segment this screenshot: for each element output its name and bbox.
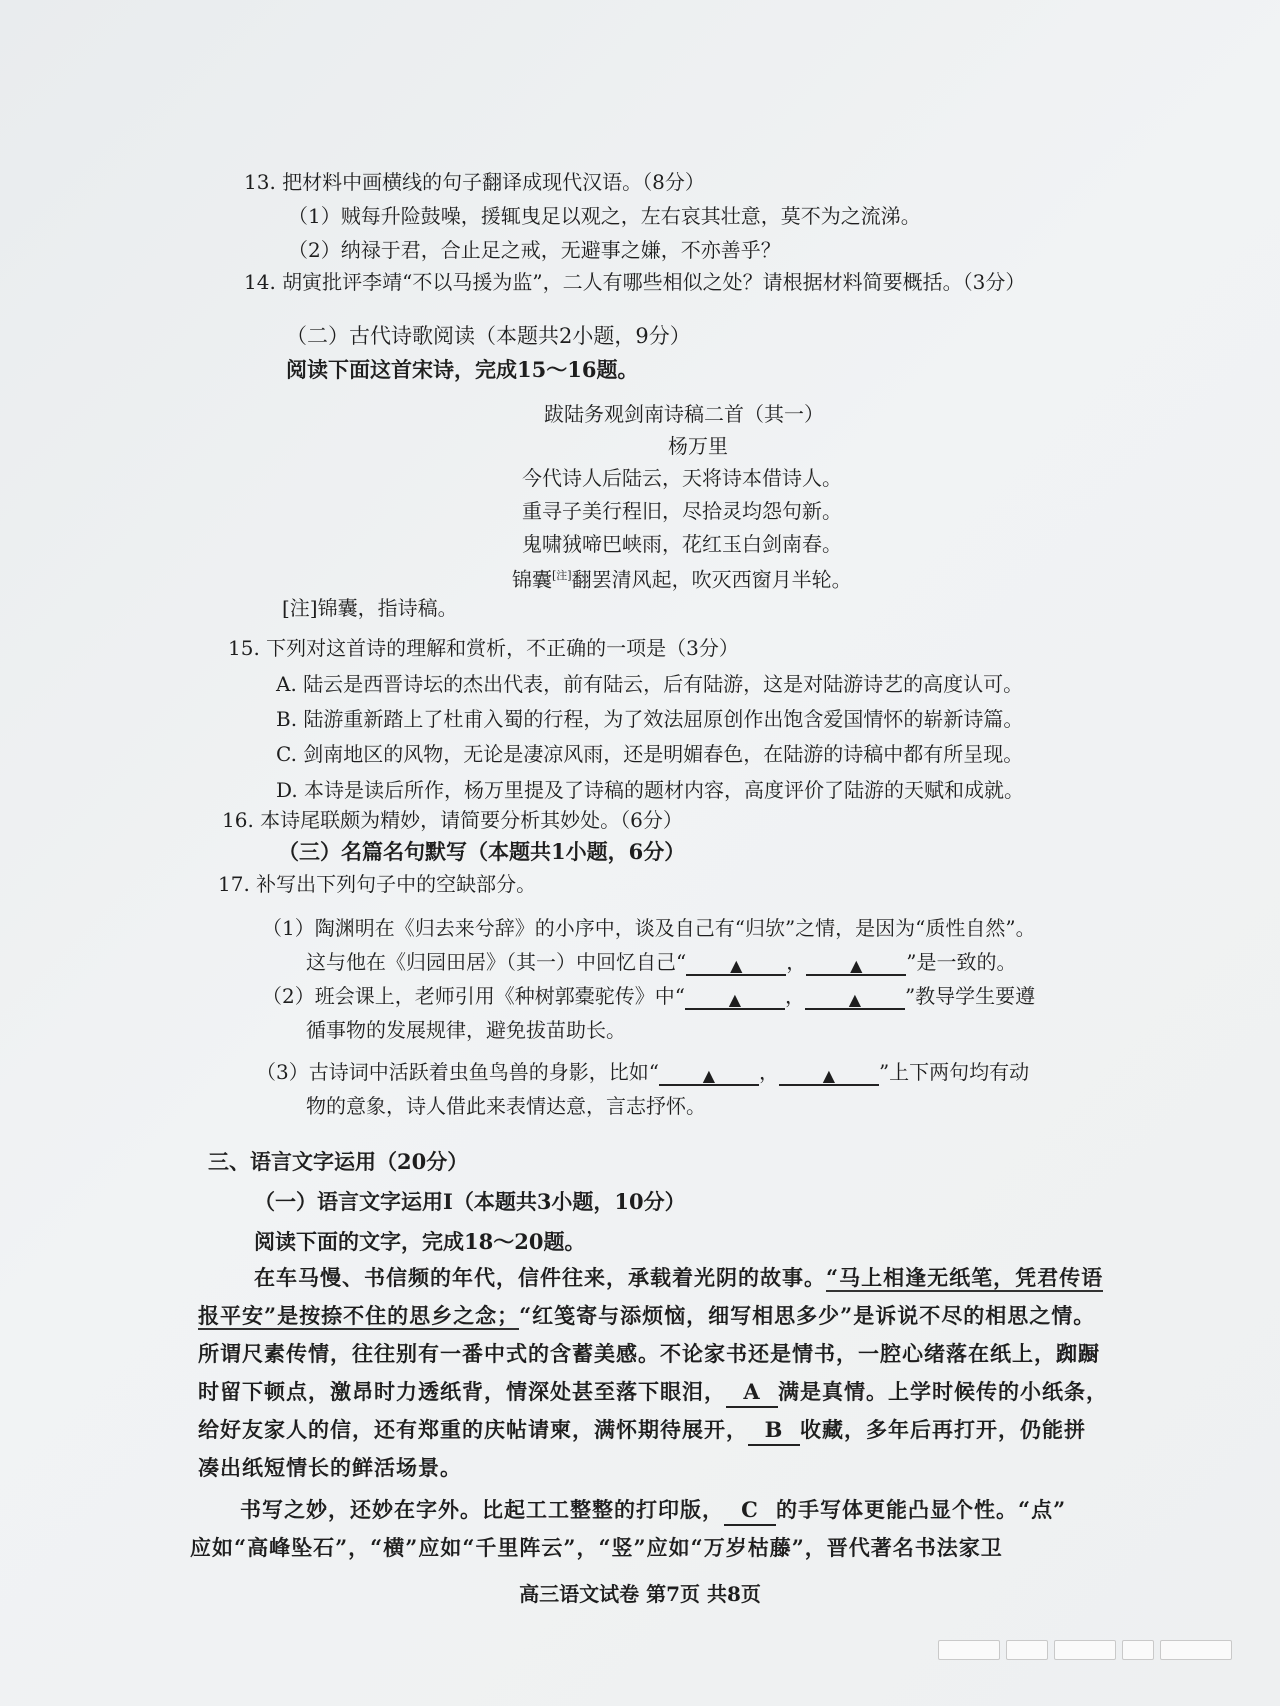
question-13-sentence-1: （1）贼每升险鼓噪，援辄曳足以观之，左右哀其壮意，莫不为之流涕。 (288, 204, 921, 228)
poem-line-4-end: 翻罢清风起，吹灭西窗月半轮。 (571, 567, 852, 592)
answer-blank[interactable] (805, 984, 905, 1010)
question-15-option-c: C. 剑南地区的风物，无论是凄凉风雨，还是明媚春色，在陆游的诗稿中都有所呈现。 (276, 742, 1024, 766)
question-17-stem: 17. 补写出下列句子中的空缺部分。 (218, 872, 537, 896)
poem-line-2: 重寻子美行程旧，尽拾灵均怨句新。 (522, 499, 842, 523)
question-17-part-2-line-1 (262, 982, 1035, 1010)
part-3-instruction: 阅读下面的文字，完成18～20题。 (254, 1229, 586, 1254)
text: 这与他在《归园田居》（其一）中回忆自己“ (306, 950, 687, 974)
passage-line-3: 所谓尺素传情，往往别有一番中式的含蓄美感。不论家书还是情书，一腔心绪落在纸上，踟蹰 (198, 1341, 1100, 1366)
question-17-part-1-line-1: （1）陶渊明在《归去来兮辞》的小序中，谈及自己有“归欤”之情，是因为“质性自然”。 (262, 916, 1036, 940)
question-16: 16. 本诗尾联颇为精妙，请简要分析其妙处。（6分） (222, 808, 683, 832)
triangle-icon: ▲ (850, 956, 863, 975)
passage-line-4 (198, 1378, 1108, 1408)
poem-line-1: 今代诗人后陆云，天将诗本借诗人。 (522, 466, 842, 490)
answer-blank[interactable] (779, 1060, 879, 1086)
poem-title: 跋陆务观剑南诗稿二首（其一） (544, 402, 824, 426)
answer-blank[interactable] (659, 1060, 759, 1086)
section-poetry-instruction: 阅读下面这首宋诗，完成15～16题。 (286, 357, 639, 382)
text: 在车马慢、书信频的年代，信件往来，承载着光阴的故事。 (254, 1265, 826, 1290)
text: 的手写体更能凸显个性。“点” (776, 1497, 1067, 1522)
question-17-part-1-line-2 (306, 948, 1016, 976)
text: 书写之妙，还妙在字外。比起工工整整的打印版， (240, 1497, 724, 1522)
question-15-stem: 15. 下列对这首诗的理解和赏析，不正确的一项是（3分） (228, 636, 739, 660)
watermark-decoration (938, 1640, 1232, 1660)
question-14: 14. 胡寅批评李靖“不以马援为监”，二人有哪些相似之处？请根据材料简要概括。（3分） (244, 270, 1026, 294)
part-3-title: 三、语言文字运用（20分） (208, 1149, 469, 1174)
blank-b[interactable]: B (748, 1416, 800, 1446)
underlined-quote: 报平安”是按捺不住的思乡之念； (198, 1303, 520, 1328)
section-poetry-title: （二）古代诗歌阅读（本题共2小题，9分） (286, 324, 691, 348)
comma: ， (786, 950, 807, 974)
passage-line-2 (198, 1302, 1095, 1330)
passage-line-1 (254, 1264, 1103, 1292)
comma: ， (784, 984, 805, 1008)
answer-blank[interactable] (686, 950, 786, 976)
section-dictation-title: （三）名篇名句默写（本题共1小题，6分） (278, 839, 686, 864)
answer-blank[interactable] (685, 984, 785, 1010)
text: ”教导学生要遵 (904, 984, 1036, 1008)
passage-line-5 (198, 1416, 1086, 1446)
passage-line-8: 应如“高峰坠石”，“横”应如“千里阵云”，“竖”应如“万岁枯藤”，晋代著名书法家卫 (190, 1535, 1003, 1560)
triangle-icon: ▲ (822, 1066, 836, 1085)
text: 时留下顿点，激昂时力透纸背，情深处甚至落下眼泪， (198, 1379, 726, 1404)
triangle-icon: ▲ (728, 990, 742, 1009)
text: （2）班会课上，老师引用《种树郭橐驼传》中“ (262, 984, 685, 1008)
text: 满是真情。上学时候传的小纸条， (778, 1379, 1108, 1404)
blank-a[interactable]: A (726, 1378, 778, 1408)
poem-line-4-start: 锦囊 (512, 567, 552, 592)
passage-line-6: 凑出纸短情长的鲜活场景。 (198, 1455, 462, 1480)
triangle-icon: ▲ (702, 1066, 716, 1085)
text: 给好友家人的信，还有郑重的庆帖请柬，满怀期待展开， (198, 1417, 748, 1442)
text: “红笺寄与添烦恼，细写相思多少”是诉说不尽的相思之情。 (519, 1303, 1096, 1328)
question-17-part-3-line-1 (256, 1058, 1029, 1086)
page-footer: 高三语文试卷 第7页 共8页 (519, 1582, 761, 1606)
text: ”上下两句均有动 (878, 1060, 1030, 1084)
underlined-quote: “马上相逢无纸笔，凭君传语 (826, 1265, 1104, 1290)
text: （3）古诗词中活跃着虫鱼鸟兽的身影，比如“ (256, 1060, 659, 1084)
question-13-sentence-2: （2）纳禄于君，合止足之戒，无避事之嫌，不亦善乎？ (288, 238, 781, 262)
blank-c[interactable]: C (724, 1496, 776, 1526)
question-17-part-3-line-2: 物的意象，诗人借此来表情达意，言志抒怀。 (306, 1094, 706, 1118)
answer-blank[interactable] (806, 950, 906, 976)
poem-author: 杨万里 (668, 434, 728, 458)
text: 收藏，多年后再打开，仍能拼 (800, 1417, 1086, 1442)
triangle-icon: ▲ (730, 956, 743, 975)
question-13-stem: 13. 把材料中画横线的句子翻译成现代汉语。（8分） (244, 170, 705, 194)
part-3-subtitle: （一）语言文字运用Ⅰ（本题共3小题，10分） (254, 1189, 686, 1214)
poem-line-3: 鬼啸狨啼巴峡雨，花红玉白剑南春。 (522, 532, 842, 556)
comma: ， (758, 1060, 779, 1084)
question-15-option-b: B. 陆游重新踏上了杜甫入蜀的行程，为了效法屈原创作出饱含爱国情怀的崭新诗篇。 (276, 707, 1024, 731)
poem-line-4: 锦囊[注]翻罢清风起，吹灭西窗月半轮。 (512, 567, 852, 592)
poem-note: [注]锦囊，指诗稿。 (282, 596, 458, 620)
text: ”是一致的。 (906, 950, 1017, 974)
question-15-option-a: A. 陆云是西晋诗坛的杰出代表，前有陆云，后有陆游，这是对陆游诗艺的高度认可。 (276, 672, 1024, 696)
question-15-option-d: D. 本诗是读后所作，杨万里提及了诗稿的题材内容，高度评价了陆游的天赋和成就。 (276, 778, 1025, 802)
question-17-part-2-line-2: 循事物的发展规律，避免拔苗助长。 (306, 1018, 626, 1042)
passage-line-7 (240, 1496, 1066, 1526)
triangle-icon: ▲ (848, 990, 862, 1009)
